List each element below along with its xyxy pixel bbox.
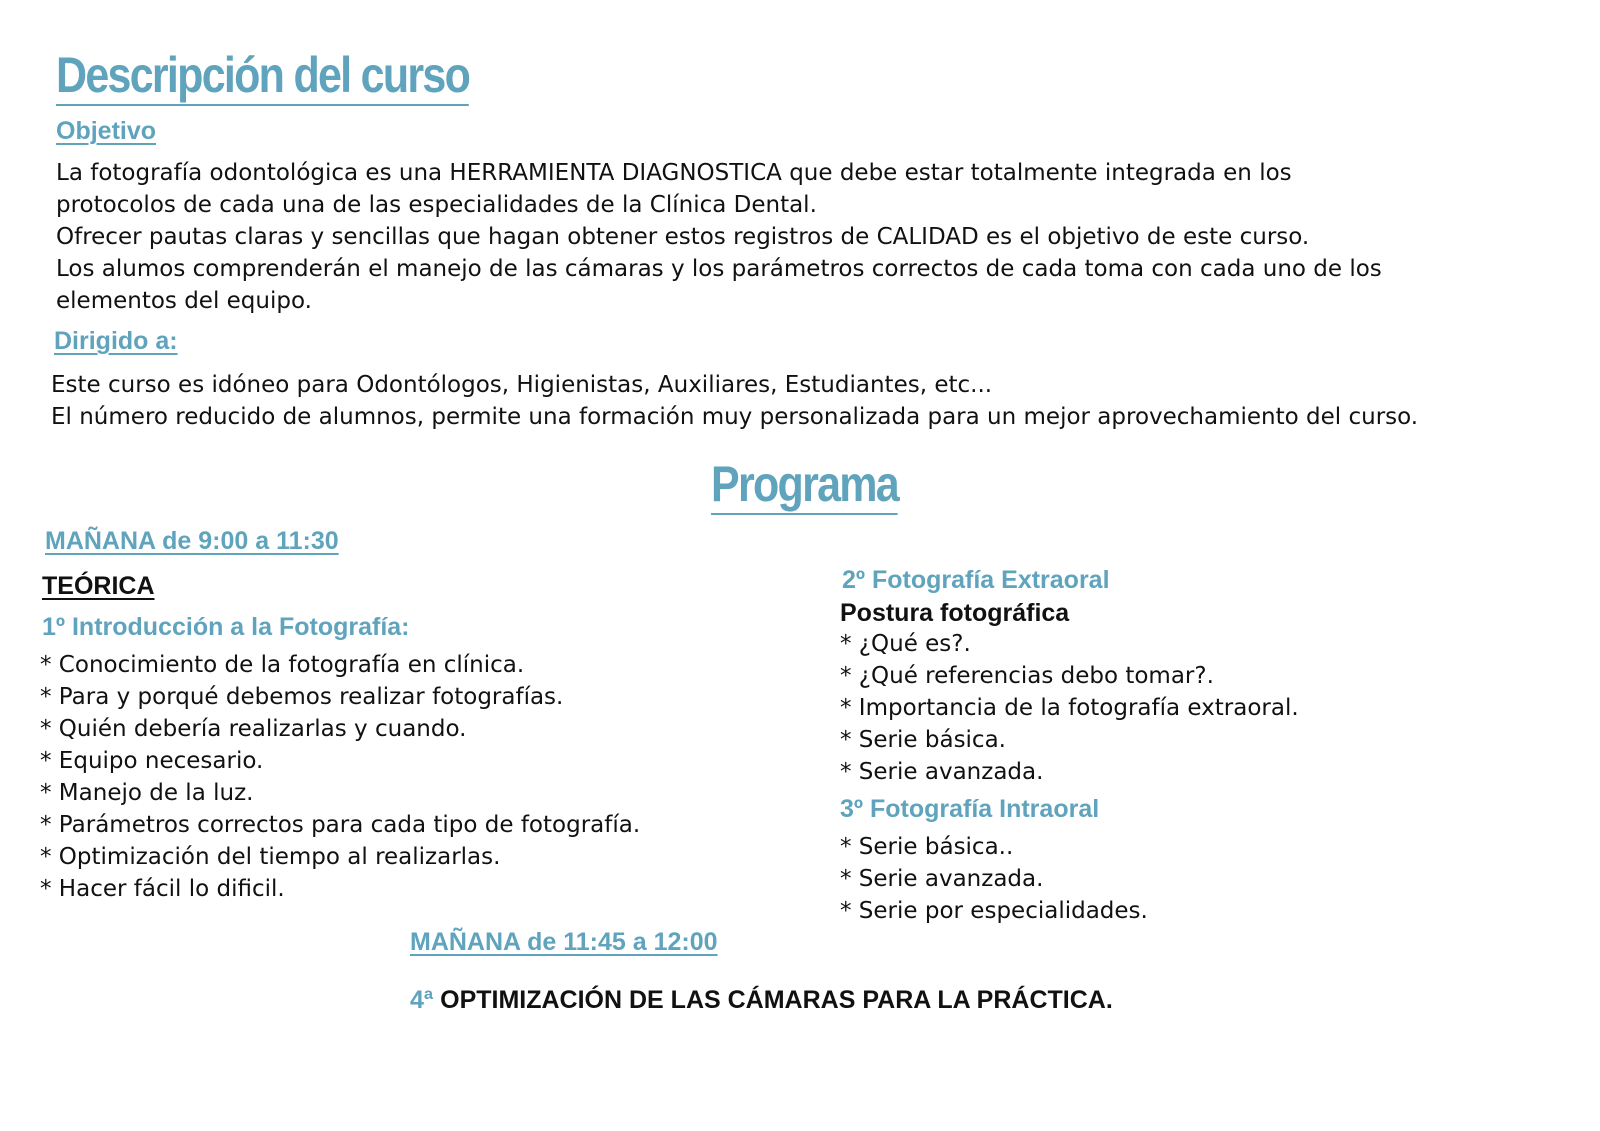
list-item: * Optimización del tiempo al realizarlas.	[40, 844, 501, 870]
list-item: * Serie avanzada.	[840, 866, 1044, 892]
section4-text: OPTIMIZACIÓN DE LAS CÁMARAS PARA LA PRÁCTICA.	[440, 986, 1113, 1014]
list-item: * Parámetros correctos para cada tipo de fotografía.	[40, 812, 641, 838]
audience-line: El número reducido de alumnos, permite una formación muy personalizada para un mejor aprovechamiento del curso.	[51, 404, 1419, 430]
section1-list	[40, 649, 640, 905]
description-title	[56, 46, 469, 104]
list-item: * Manejo de la luz.	[40, 780, 254, 806]
objective-line: Los alumos comprenderán el manejo de las cámaras y los parámetros correctos de cada toma con cada uno de los	[56, 256, 1382, 282]
section2-list	[840, 628, 1299, 788]
list-item: * Equipo necesario.	[40, 748, 264, 774]
audience-heading: Dirigido a:	[54, 327, 178, 355]
section4-number: 4ª	[410, 986, 434, 1014]
objective-heading: Objetivo	[56, 117, 157, 145]
list-item: * Serie básica..	[840, 834, 1014, 860]
morning2-heading: MAÑANA de 11:45 a 12:00	[410, 928, 718, 956]
list-item: * Serie avanzada.	[840, 759, 1044, 785]
list-item: * Hacer fácil lo dificil.	[40, 876, 285, 902]
program-title	[711, 455, 898, 513]
theory-label: TEÓRICA	[42, 572, 155, 600]
section1-heading: 1º Introducción a la Fotografía:	[42, 613, 410, 641]
list-item: * Para y porqué debemos realizar fotografías.	[40, 684, 564, 710]
list-item: * Serie básica.	[840, 727, 1006, 753]
objective-text	[56, 157, 1382, 317]
section3-list	[840, 831, 1148, 927]
description-title-text: Descripción del curso	[56, 47, 469, 106]
morning1-heading: MAÑANA de 9:00 a 11:30	[45, 527, 339, 555]
list-item: * ¿Qué es?.	[840, 631, 971, 657]
section2-heading: 2º Fotografía Extraoral	[842, 566, 1110, 594]
list-item: * Conocimiento de la fotografía en clínica.	[40, 652, 525, 678]
objective-line: La fotografía odontológica es una HERRAMIENTA DIAGNOSTICA que debe estar totalmente integrada en los	[56, 160, 1292, 186]
objective-line: elementos del equipo.	[56, 288, 312, 314]
objective-line: Ofrecer pautas claras y sencillas que hagan obtener estos registros de CALIDAD es el objetivo de este curso.	[56, 224, 1310, 250]
section4-line	[410, 986, 1113, 1015]
list-item: * Serie por especialidades.	[840, 898, 1148, 924]
program-title-text: Programa	[711, 456, 898, 515]
audience-line: Este curso es idóneo para Odontólogos, Higienistas, Auxiliares, Estudiantes, etc...	[51, 372, 993, 398]
section3-heading: 3º Fotografía Intraoral	[840, 795, 1100, 823]
list-item: * Quién debería realizarlas y cuando.	[40, 716, 467, 742]
objective-line: protocolos de cada una de las especialidades de la Clínica Dental.	[56, 192, 817, 218]
section2-subheading: Postura fotográfica	[840, 599, 1070, 627]
audience-text	[51, 369, 1418, 433]
list-item: * Importancia de la fotografía extraoral.	[840, 695, 1299, 721]
list-item: * ¿Qué referencias debo tomar?.	[840, 663, 1214, 689]
